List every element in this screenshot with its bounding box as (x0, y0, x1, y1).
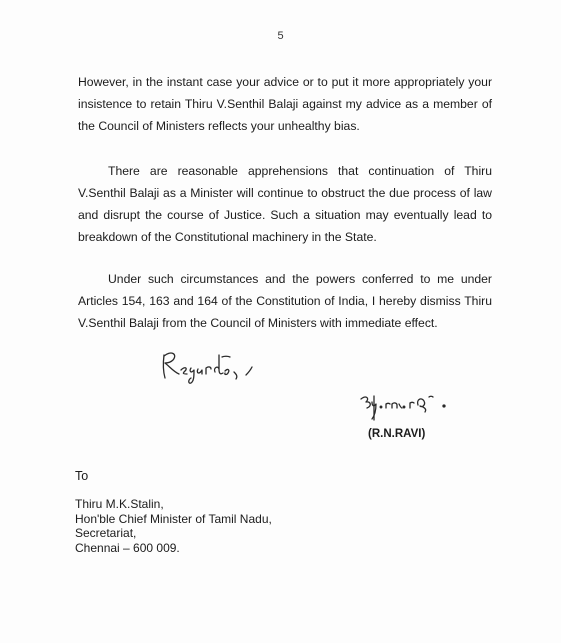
paragraph-advice-bias (78, 71, 492, 137)
recipient-address (75, 497, 272, 555)
to-label: To (75, 469, 89, 483)
address-line: Hon'ble Chief Minister of Tamil Nadu, (75, 511, 272, 526)
signatory-name: (R.N.RAVI) (368, 428, 426, 440)
paragraph-text: However, in the instant case your advice or to put it more appropriately your insistence to retain Thiru V.Senthil Balaji against my advice as a member of the Council of Ministers reflects your unhealthy bias. (78, 75, 492, 133)
address-line: Thiru M.K.Stalin, (75, 497, 164, 511)
paragraph-dismissal (78, 268, 492, 334)
page-number: 5 (277, 30, 284, 42)
paragraph-text: There are reasonable apprehensions that continuation of Thiru V.Senthil Balaji as a Minister will continue to obstruct the due process of law and disrupt the course of Justice. Such a situation may eventually lead to breakdown of the Constitutional machinery in the State. (78, 164, 492, 244)
paragraph-apprehensions (78, 160, 492, 248)
address-line: Secretariat, (75, 526, 137, 540)
paragraph-text: Under such circumstances and the powers conferred to me under Articles 154, 163 and 164 of the Constitution of India, I hereby dismiss Thiru V.Senthil Balaji from the Council of Ministers with immediate effect. (78, 272, 492, 330)
handwritten-signature (358, 393, 458, 423)
handwritten-regards (158, 345, 268, 385)
address-line: Chennai – 600 009. (75, 540, 180, 555)
